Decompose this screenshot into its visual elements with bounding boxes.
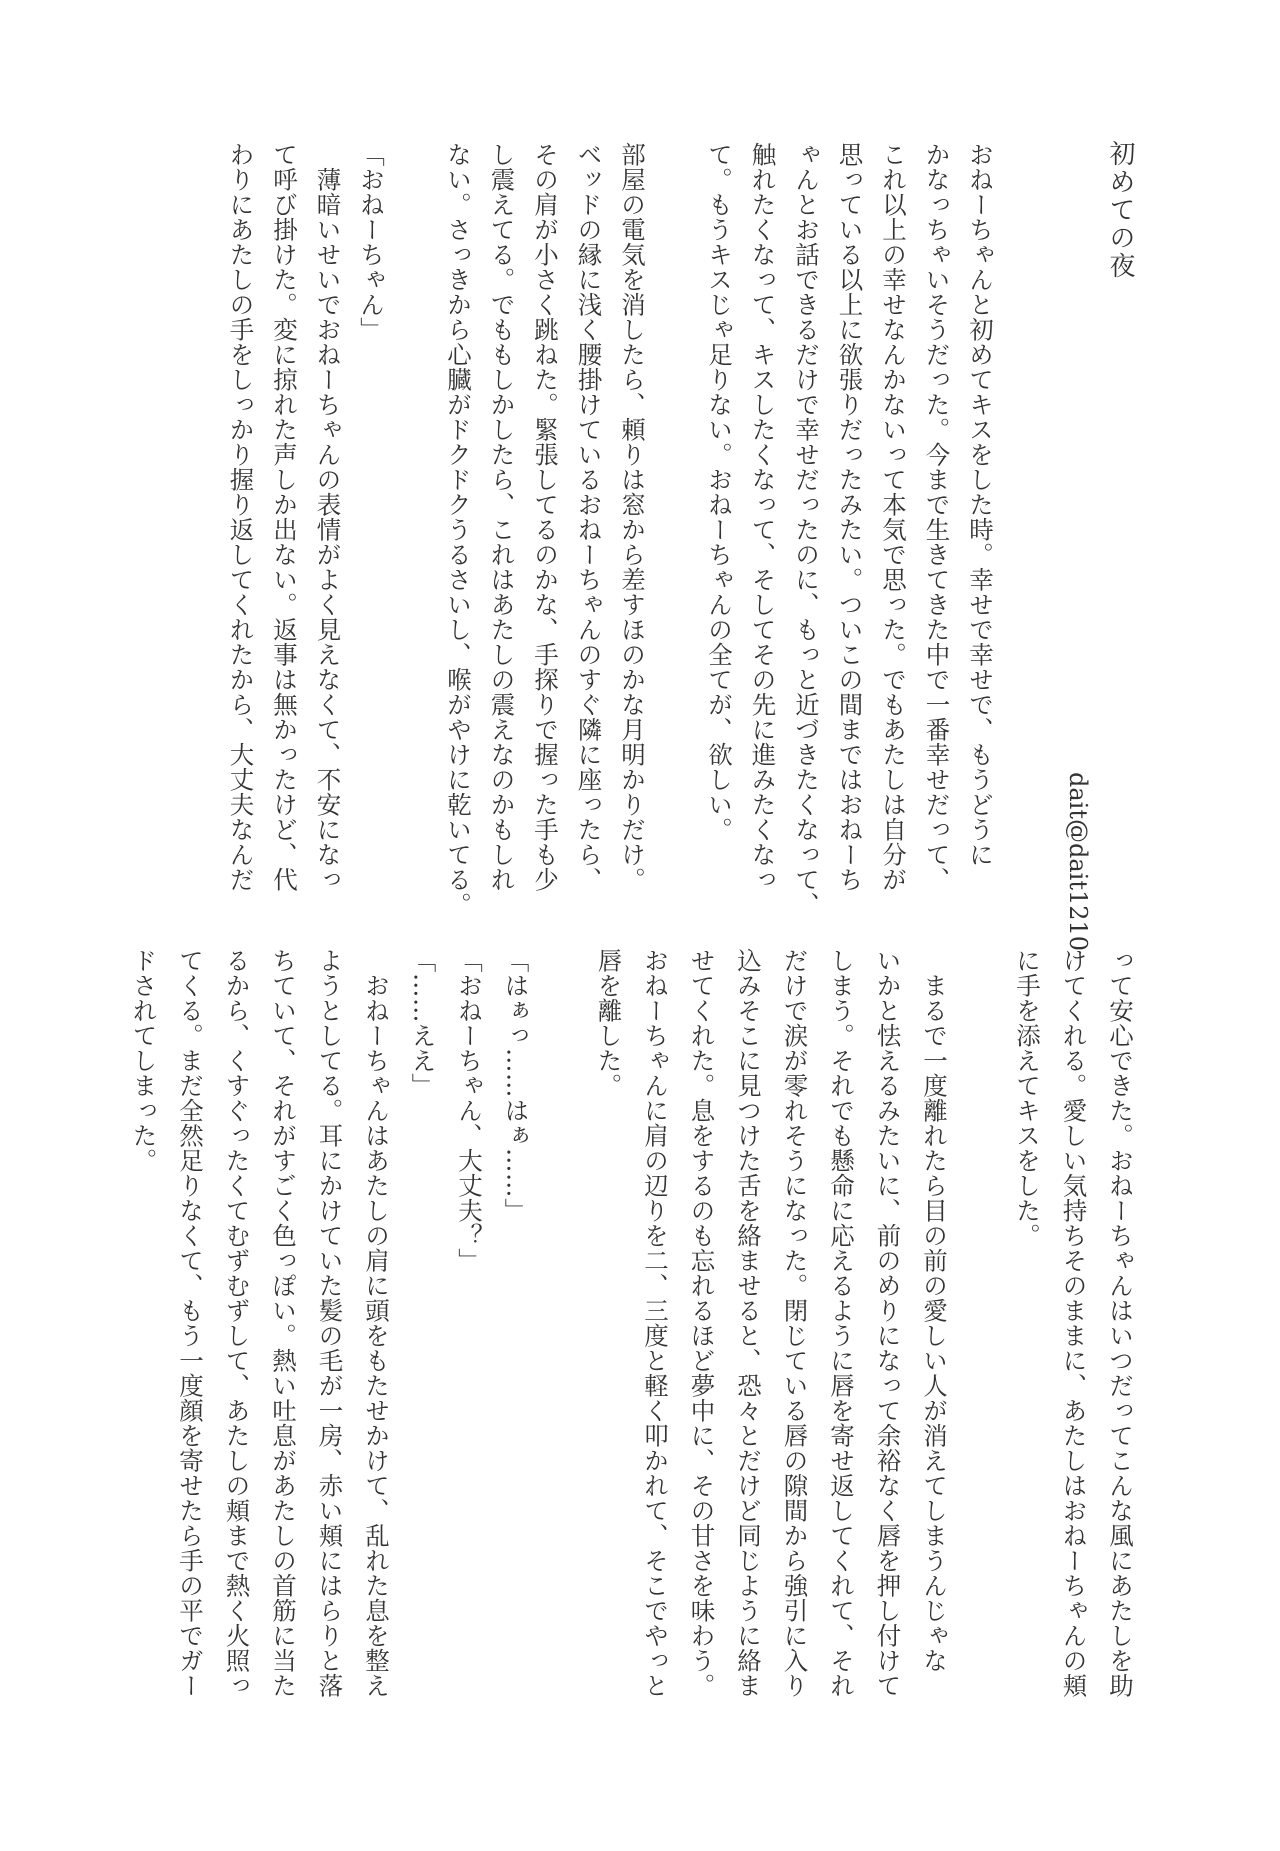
text-line: しまう。それでも懸命に応えるように唇を寄せ返してくれて、それ <box>827 948 856 1698</box>
text-line: 「おねーちゃん、大丈夫？」 <box>455 948 484 1273</box>
text-line: 触れたくなって、キスしたくなって、そしてその先に進みたくなっ <box>748 142 778 892</box>
text-line: けてくれる。愛しい気持ちそのままに、あたしはおねーちゃんの頬 <box>1059 948 1089 1698</box>
story-title: 初めての夜 <box>1105 140 1135 280</box>
body-text-top <box>132 142 1002 917</box>
text-line: おねーちゃんと初めてキスをした時。幸せで幸せで、もうどうに <box>966 142 995 867</box>
text-line: おねーちゃんに肩の辺りを二、三度と軽く叩かれて、そこでやっと <box>641 948 670 1698</box>
text-line: って安心できた。おねーちゃんはいつだってこんな風にあたしを助 <box>1106 948 1135 1698</box>
blank-line <box>957 948 1004 1768</box>
text-line: ゃんとお話できるだけで幸せだったのに、もっと近づきたくなって、 <box>792 142 821 917</box>
text-line: わりにあたしの手をしっかり握り返してくれたから、大丈夫なんだ <box>226 142 256 892</box>
text-line: 込みそこに見つけた舌を絡ませると、恐々とだけど同じように絡ま <box>734 948 763 1698</box>
text-line: おねーちゃんはあたしの肩に頭をもたせかけて、乱れた息を整え <box>362 948 391 1698</box>
text-line: 思っている以上に欲張りだったみたい。ついこの間まではおねーち <box>835 142 865 892</box>
text-line: 薄暗いせいでおねーちゃんの表情がよく見えなくて、不安になっ <box>313 142 343 892</box>
text-line: 「はぁっ……はぁ……」 <box>501 948 531 1223</box>
text-line: に手を添えてキスをした。 <box>1013 948 1042 1248</box>
text-line: だけで涙が零れそうになった。閉じている唇の隙間から強引に入り <box>780 948 810 1698</box>
text-line: し震えてる。でももしかしたら、これはあたしの震えなのかもしれ <box>487 142 517 892</box>
text-line: るから、くすぐったくてむずむずして、あたしの頬まで熱く火照っ <box>222 948 252 1698</box>
text-line: 「おねーちゃん」 <box>357 142 386 342</box>
text-line: まるで一度離れたら目の前の愛しい人が消えてしまうんじゃな <box>920 948 949 1673</box>
text-line: 唇を離した。 <box>594 948 624 1098</box>
text-line: て。もうキスじゃ足りない。おねーちゃんの全てが、欲しい。 <box>705 142 734 842</box>
text-line: ちていて、それがすごく色っぽい。熱い吐息があたしの首筋に当た <box>269 948 298 1698</box>
text-line: かなっちゃいそうだった。今まで生きてきた中で一番幸せだって、 <box>922 142 952 892</box>
text-line: 部屋の電気を消したら、頼りは窓から差すほのかな月明かりだけ。 <box>618 142 647 892</box>
text-line: これ以上の幸せなんかないって本気で思った。でもあたしは自分が <box>879 142 908 892</box>
text-line: てくる。まだ全然足りなくて、もう一度顔を寄せたら手の平でガー <box>176 948 205 1698</box>
blank-line <box>654 142 698 902</box>
text-line: せてくれた。息をするのも忘れるほど夢中に、その甘さを味わう。 <box>687 948 717 1698</box>
text-line: 「……ええ」 <box>408 948 438 1098</box>
text-line: ドされてしまった。 <box>129 948 159 1173</box>
author-handle: dait@dait1210 <box>1064 772 1092 952</box>
text-line: ベッドの縁に浅く腰掛けているおねーちゃんのすぐ隣に座ったら、 <box>574 142 604 892</box>
text-line: ない。さっきから心臓がドクドクうるさいし、喉がやけに乾いてる。 <box>444 142 473 917</box>
text-line: ようとしてる。耳にかけていた髪の毛が一房、赤い頬にはらりと落 <box>315 948 345 1698</box>
blank-line <box>393 142 437 902</box>
text-line: いかと怯えるみたいに、前のめりになって余裕なく唇を押し付けて <box>873 948 903 1698</box>
blank-line <box>539 948 586 1768</box>
text-line: て呼び掛けた。変に掠れた声しか出ない。返事は無かったけど、代 <box>270 142 299 892</box>
body-text-bottom <box>119 948 1143 1768</box>
text-line: その肩が小さく跳ねた。緊張してるのかな、手探りで握った手も少 <box>531 142 560 892</box>
